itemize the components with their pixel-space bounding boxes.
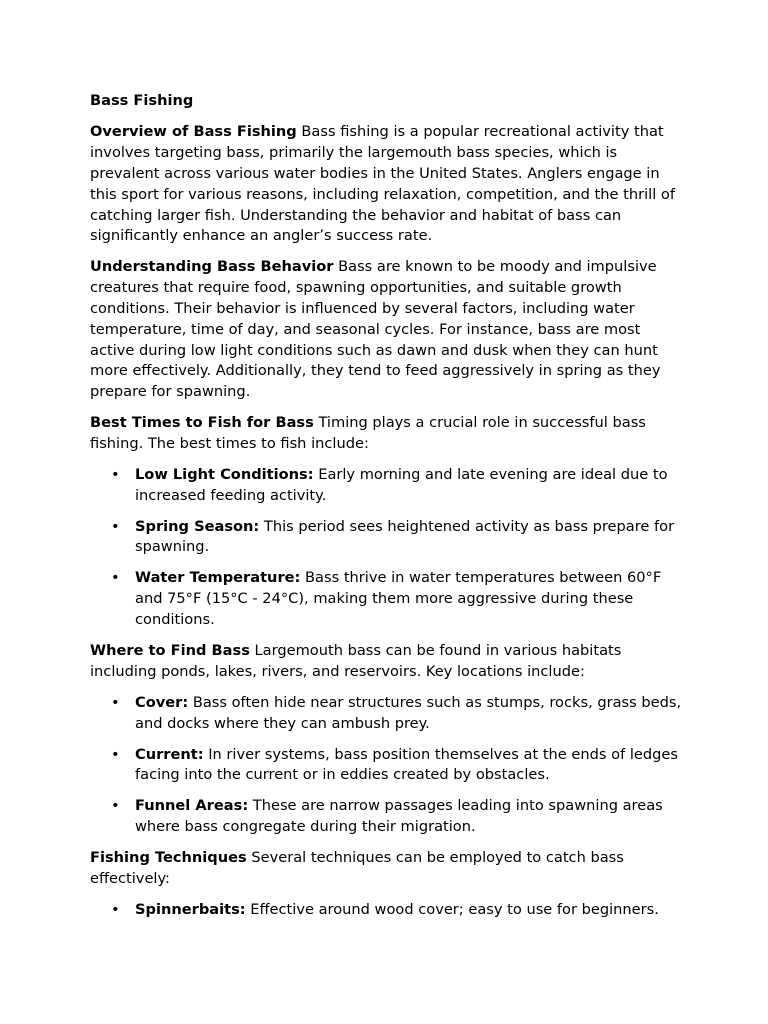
document-page [90,91,682,931]
techniques-list [90,900,682,921]
where-to-find-list [90,693,682,838]
bullet-icon: • [111,900,120,918]
list-item [90,796,682,838]
list-item [90,568,682,630]
section-techniques [90,848,682,890]
list-item-term: Cover: [135,693,189,711]
section-text: Bass are known to be moody and impulsive creatures that require food, spawning opportunities, and suitable growth conditions. Their behavior is influenced by several factors, including water temperature, time of day, and seasonal cycles. For instance, bass are most active during low light conditions such as dawn and dusk when they can hunt more effectively. Additionally, they tend to feed aggressively in spring as they prepare for spawning. [90,258,661,401]
bullet-icon: • [111,517,120,535]
section-heading: Fishing Techniques [90,849,247,867]
list-item-text: Early morning and late evening are ideal due to increased feeding activity. [135,465,668,504]
list-item [90,517,682,559]
list-item [90,465,682,507]
list-item-term: Spinnerbaits: [135,900,246,918]
section-heading: Where to Find Bass [90,642,250,660]
list-item [90,900,682,921]
list-item-text: Bass often hide near structures such as stumps, rocks, grass beds, and docks where they can ambush prey. [135,693,682,732]
list-item-text: This period sees heightened activity as bass prepare for spawning. [135,517,675,556]
document-title: Bass Fishing [90,92,194,109]
section-heading: Overview of Bass Fishing [90,123,297,141]
list-item [90,693,682,735]
best-times-list [90,465,682,631]
bullet-icon: • [111,693,120,711]
list-item [90,745,682,787]
bullet-icon: • [111,465,120,483]
list-item-term: Current: [135,745,204,763]
list-item-term: Low Light Conditions: [135,465,314,483]
list-item-text: In river systems, bass position themselves at the ends of ledges facing into the current or in eddies created by obstacles. [135,745,679,784]
section-heading: Best Times to Fish for Bass [90,414,314,432]
section-text: Largemouth bass can be found in various habitats including ponds, lakes, rivers, and reservoirs. Key locations include: [90,642,622,680]
section-best-times [90,413,682,455]
section-behavior [90,257,682,403]
bullet-icon: • [111,569,120,587]
list-item-term: Funnel Areas: [135,797,249,815]
section-text: Bass fishing is a popular recreational activity that involves targeting bass, primarily the largemouth bass species, which is prevalent across various water bodies in the United States. Anglers engage in this sport for various reasons, including relaxation, competition, and the thrill of catching larger fish. Understanding the behavior and habitat of bass can significantly enhance an angler’s success rate. [90,123,675,245]
list-item-term: Spring Season: [135,517,260,535]
list-item-text: These are narrow passages leading into spawning areas where bass congregate during their migration. [135,797,663,836]
bullet-icon: • [111,797,120,815]
list-item-term: Water Temperature: [135,569,301,587]
section-text: Timing plays a crucial role in successful bass fishing. The best times to fish include: [90,414,646,452]
section-where-to-find [90,641,682,683]
list-item-text: Bass thrive in water temperatures between 60°F and 75°F (15°C - 24°C), making them more aggressive during these conditions. [135,569,662,629]
list-item-text: Effective around wood cover; easy to use for beginners. [250,900,659,918]
section-text: Several techniques can be employed to catch bass effectively: [90,849,624,887]
section-heading: Understanding Bass Behavior [90,258,334,276]
section-overview [90,122,682,247]
bullet-icon: • [111,745,120,763]
